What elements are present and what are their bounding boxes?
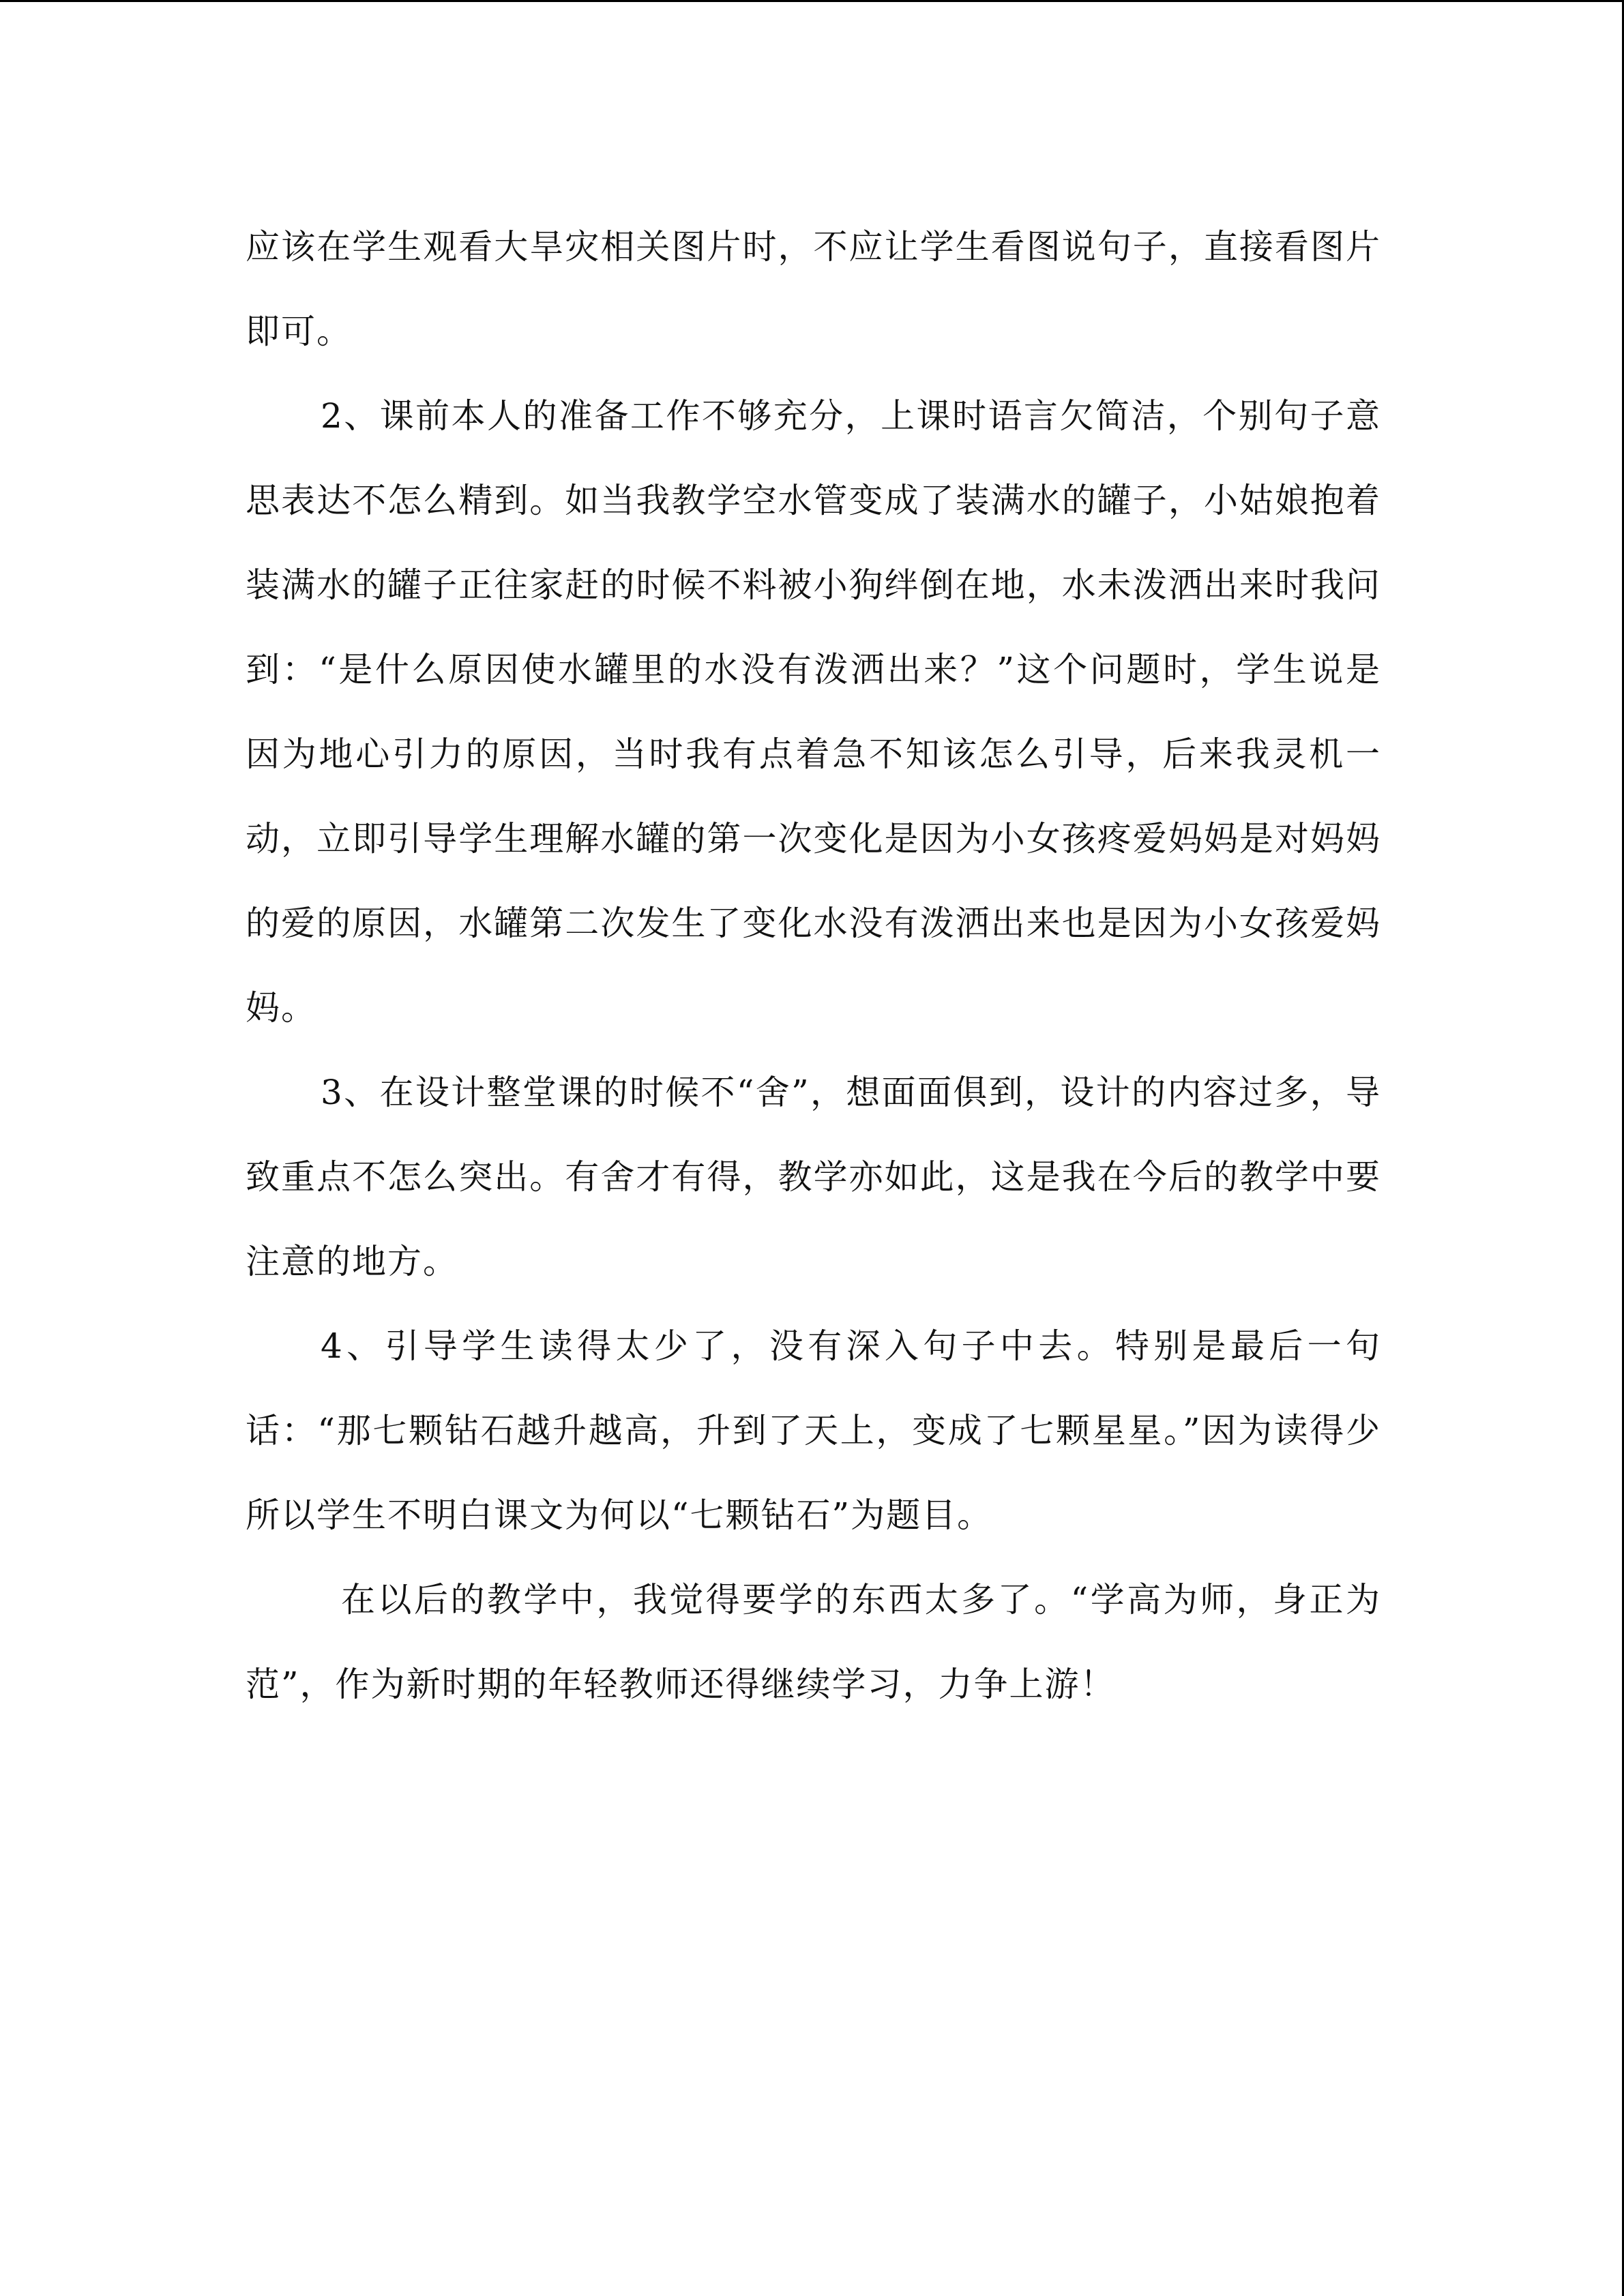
document-body bbox=[246, 205, 1381, 1727]
paragraph-conclusion: 在以后的教学中，我觉得要学的东西太多了。“学高为师，身正为范”，作为新时期的年轻教师还得继续学习，力争上游！ bbox=[246, 1580, 1381, 1704]
page-border-top bbox=[0, 0, 1624, 2]
paragraph-point-4: 4、引导学生读得太少了，没有深入句子中去。特别是最后一句话：“那七颗钻石越升越高，升到了天上，变成了七颗星星。”因为读得少所以学生不明白课文为何以“七颗钻石”为题目。 bbox=[246, 1326, 1381, 1535]
paragraph-point-3: 3、在设计整堂课的时候不“舍”，想面面俱到，设计的内容过多，导致重点不怎么突出。有舍才有得，教学亦如此，这是我在今后的教学中要注意的地方。 bbox=[246, 1073, 1381, 1281]
paragraph-point-2: 2、课前本人的准备工作不够充分，上课时语言欠简洁，个别句子意思表达不怎么精到。如当我教学空水管变成了装满水的罐子，小姑娘抱着装满水的罐子正往家赶的时候不料被小狗绊倒在地，水未泼洒出来时我问到：“是什么原因使水罐里的水没有泼洒出来？”这个问题时，学生说是因为地心引力的原因，当时我有点着急不知该怎么引导，后来我灵机一动，立即引导学生理解水罐的第一次变化是因为小女孩疼爱妈妈是对妈妈的爱的原因，水罐第二次发生了变化水没有泼洒出来也是因为小女孩爱妈妈。 bbox=[246, 396, 1381, 1028]
paragraph-continuation: 应该在学生观看大旱灾相关图片时，不应让学生看图说句子，直接看图片即可。 bbox=[246, 227, 1381, 351]
